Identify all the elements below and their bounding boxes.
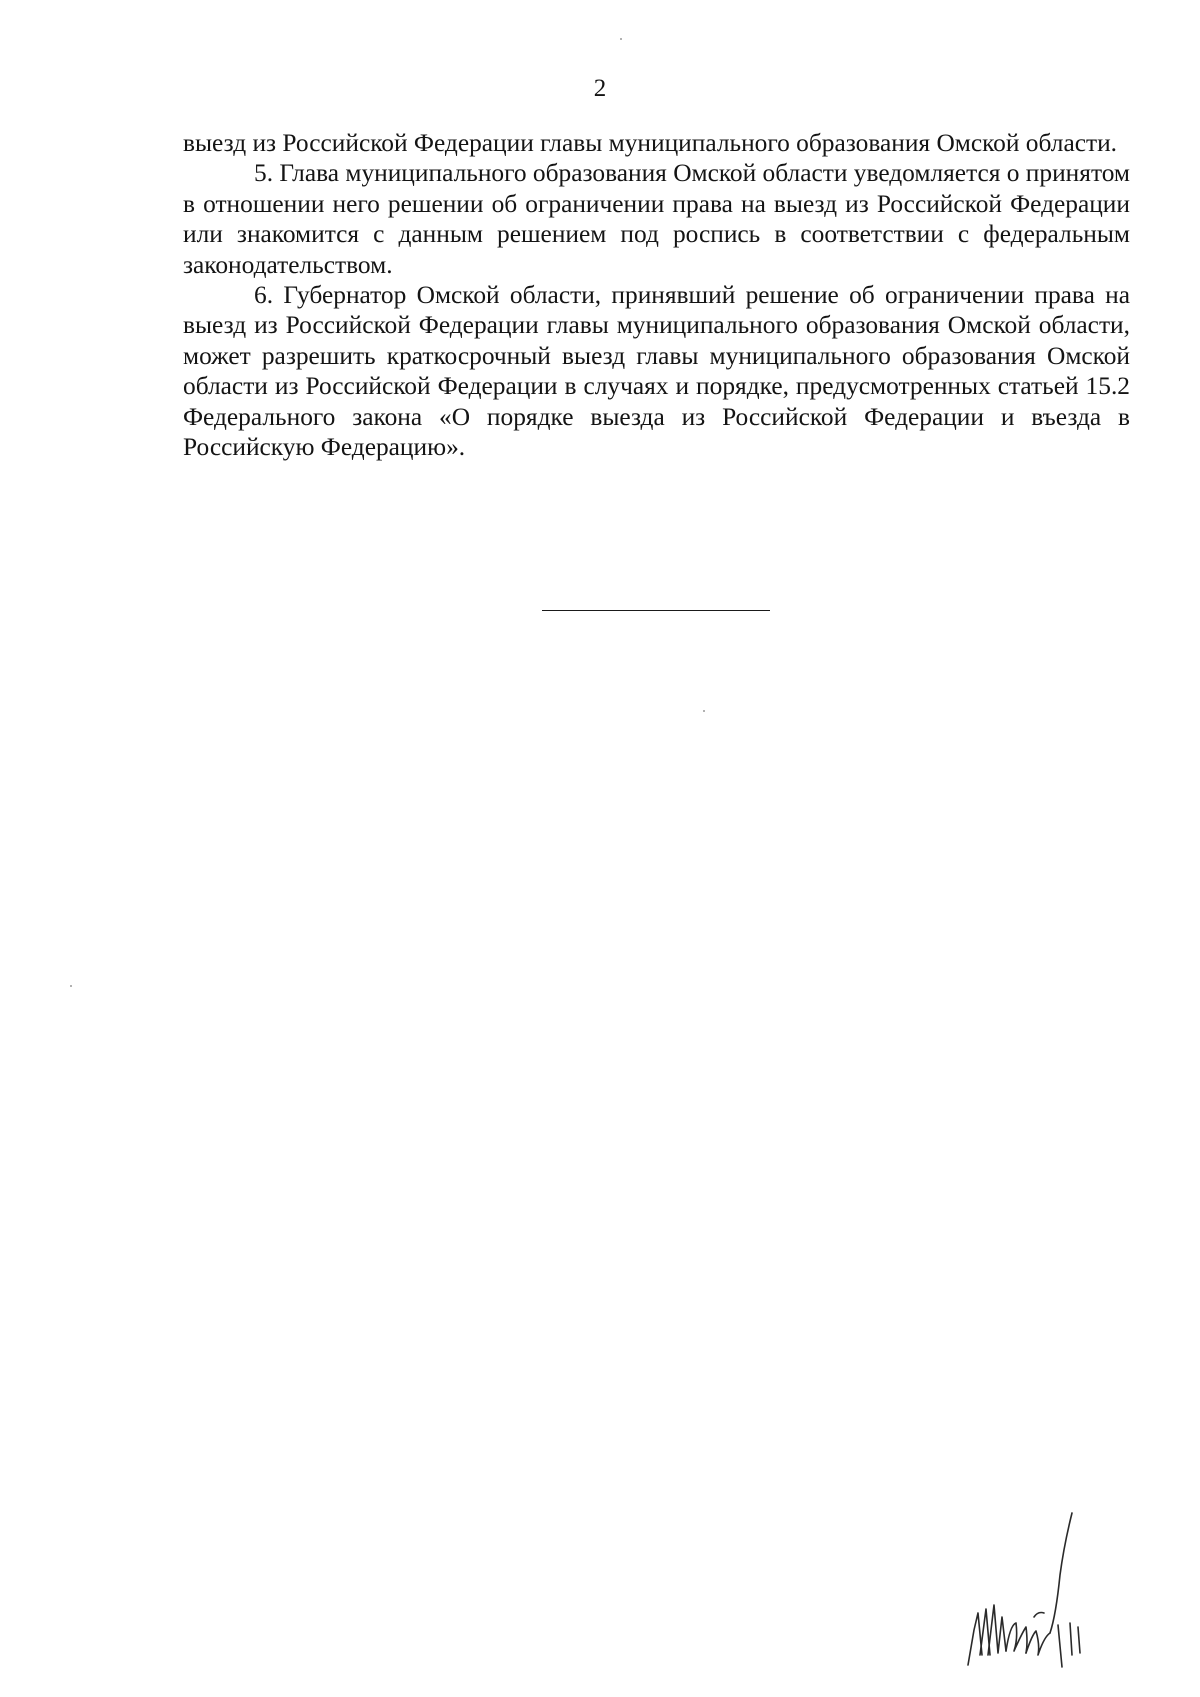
end-of-text-rule — [542, 610, 770, 611]
paragraph-item-5: 5. Глава муниципального образования Омской области уведомляется о принятом в отношении него решении об ограничении права на выезд из Российской Федерации или знакомится с данным решением под роспись в соответствии с федеральным законодательством. — [183, 159, 1130, 279]
paragraph-item-6: 6. Губернатор Омской области, принявший решение об ограничении права на выезд из Российской Федерации главы муниципального образования Омской области, может разрешить краткосрочный выезд главы муниципального образования Омской области из Российской Федерации в случаях и порядке, предусмотренных статьей 15.2 Федерального закона «О порядке выезда из Российской Федерации и въезда в Российскую Федерацию». — [183, 281, 1130, 462]
scan-speck — [70, 985, 72, 987]
handwritten-signature-icon — [960, 1505, 1100, 1670]
scan-speck — [703, 710, 705, 712]
page-number: 2 — [593, 75, 607, 102]
document-body — [183, 128, 1130, 462]
scan-speck — [620, 38, 622, 40]
paragraph-continuation: выезд из Российской Федерации главы муниципального образования Омской области. — [183, 129, 1118, 157]
